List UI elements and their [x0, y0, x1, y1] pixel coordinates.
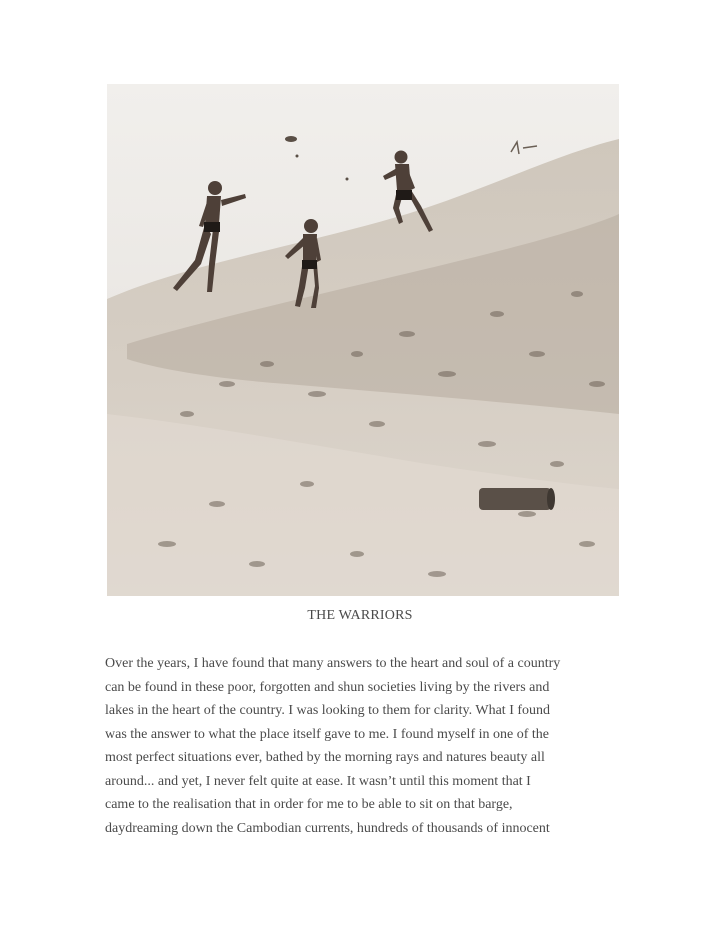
article-paragraph: [105, 652, 625, 840]
article-line: Over the years, I have found that many answers to the heart and soul of a country: [105, 656, 561, 671]
article-line: daydreaming down the Cambodian currents, hundreds of thousands of innocent: [105, 820, 550, 836]
article-line: can be found in these poor, forgotten and shun societies living by the rivers and: [105, 679, 550, 695]
photo-caption: THE WARRIORS: [307, 608, 413, 623]
article-line: lakes in the heart of the country. I was looking to them for clarity. What I found: [105, 703, 551, 718]
article-line: was the answer to what the place itself gave to me. I found myself in one of the: [105, 726, 549, 742]
article-line: around... and yet, I never felt quite at ease. It wasn’t until this moment that I: [105, 773, 531, 789]
article-line: most perfect situations ever, bathed by the morning rays and natures beauty all: [105, 750, 545, 765]
article-line: came to the realisation that in order for me to be able to sit on that barge,: [105, 797, 513, 812]
warriors-photo: [107, 84, 619, 596]
